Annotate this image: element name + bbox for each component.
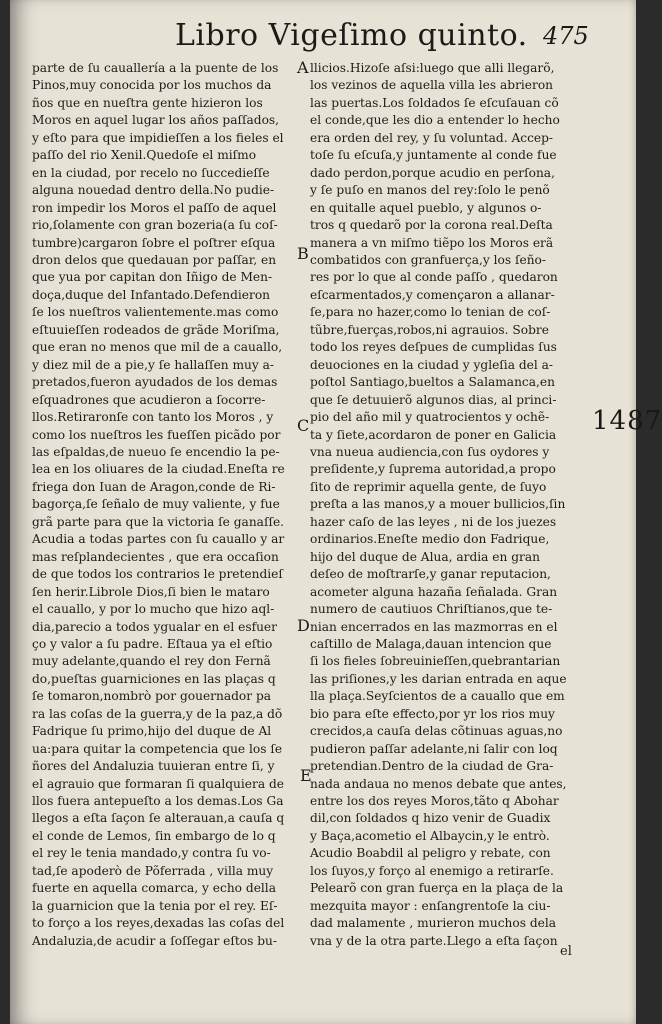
text-line: hijo del duque de Alua, ardia en gran — [310, 549, 540, 564]
text-line: los ſuyos,y forço al enemigo a retirarſe. — [310, 863, 554, 878]
text-line: dil,con ſoldados q hizo venir de Guadix — [310, 811, 551, 826]
text-line: y diez mil de a pie,y ſe hallaſſen muy a- — [32, 357, 275, 372]
text-line: el conde,que les dio a entender lo hecho — [310, 113, 560, 128]
margin-marker-a: A — [297, 58, 309, 77]
text-line: las puertas.Los ſoldados ſe eſcuſauan cõ — [310, 95, 559, 110]
text-line: vna nueua audiencia,con ſus oydores y — [310, 444, 550, 459]
text-line: tũbre,fuerças,robos,ni agrauios. Sobre — [310, 322, 549, 337]
margin-marker-e: E — [300, 766, 312, 785]
text-line: to forço a los reyes,dexadas las coſas del — [32, 916, 285, 931]
text-line: ra las coſas de la guerra,y de la paz,a dõ — [32, 706, 283, 721]
text-line: en quitalle aquel pueblo, y algunos o- — [310, 200, 542, 215]
left-text-column — [32, 60, 294, 950]
text-line: dado perdon,porque acudio en perſona, — [310, 165, 555, 180]
text-line: lla plaça.Seyſcientos de a cauallo que em — [310, 689, 565, 704]
page-number: 475 — [543, 22, 589, 50]
text-line: pretados,fueron ayudados de los demas — [32, 375, 278, 390]
text-line: rio,ſolamente con gran bozeria(a ſu coſ- — [32, 218, 278, 233]
margin-marker-b: B — [297, 244, 309, 263]
text-line: vna y de la otra parte.Llego a eſta ſaçon — [310, 933, 558, 948]
text-line: fuerte en aquella comarca, y echo della — [32, 881, 276, 896]
text-line: ſe,para no hazer,como lo tenian de coſ- — [310, 305, 551, 320]
text-line: Andaluzia,de acudir a ſoſſegar eſtos bu- — [32, 933, 277, 948]
text-line: Pelearõ con gran fuerça en la plaça de la — [310, 881, 564, 896]
text-line: ſe los nueſtros valientemente.mas como — [32, 305, 279, 320]
text-line: ço y valor a ſu padre. Eſtaua ya el eſtio — [32, 636, 273, 651]
text-line: llicios.Hizoſe aſsi:luego que alli llegarõ, — [310, 61, 555, 75]
text-line: era orden del rey, y ſu voluntad. Accep- — [310, 130, 554, 145]
text-line: dron delos que quedauan por paſſar, en — [32, 252, 277, 267]
text-line: deuociones en la ciudad y ygleſia del a- — [310, 357, 554, 372]
text-line: el conde de Lemos, ſin embargo de lo q — [32, 828, 276, 843]
text-line: las priſiones,y les darian entrada en aque — [310, 671, 567, 686]
text-line: pio del año mil y quatrocientos y ochẽ- — [310, 410, 550, 425]
text-line: dad malamente , murieron muchos dela — [310, 916, 557, 931]
text-line: ños que en nueſtra gente hizieron los — [32, 95, 263, 110]
text-line: todo los reyes deſpues de cumplidas ſus — [310, 340, 557, 355]
text-line: eſquadrones que acudieron a ſocorre- — [32, 392, 266, 407]
text-line: el rey le tenia mandado,y contra ſu vo- — [32, 846, 271, 861]
text-line: que eran no menos que mil de a cauallo, — [32, 340, 283, 355]
text-line: deſeo de moſtrarſe,y ganar reputacion, — [310, 567, 551, 582]
text-line: Acudio Boabdil al peligro y rebate, con — [310, 846, 551, 861]
text-line: de que todos los contrarios le pretendieſ — [32, 567, 283, 582]
text-line: doça,duque del Infantado.Defendieron — [32, 287, 271, 302]
text-line: preſta a las manos,y a mouer bullicios,ſin — [310, 497, 566, 512]
text-line: bagorça,ſe ſeñalo de muy valiente, y fue — [32, 497, 280, 512]
text-line: ua:para quitar la competencia que los ſe — [32, 741, 283, 756]
text-line: crecidos,a cauſa delas cõtinuas aguas,no — [310, 724, 563, 739]
book-page — [10, 0, 662, 1024]
text-line: el cauallo, y por lo mucho que hizo aql- — [32, 602, 275, 617]
text-line: eſtuuieſſen rodeados de grãde Moriſma, — [32, 322, 280, 337]
text-line: la guarnicion que la tenia por el rey. Eſ- — [32, 898, 278, 913]
text-line: ſito de reprimir aquella gente, de ſuyo — [310, 479, 547, 494]
text-line: y ſe puſo en manos del rey:ſolo le penõ — [310, 183, 550, 198]
text-line: hazer caſo de las leyes , ni de los juezes — [310, 514, 557, 529]
text-line: como los nueſtros les fueſſen picãdo por — [32, 427, 281, 442]
text-line: tumbre)cargaron ſobre el poſtrer eſqua — [32, 235, 276, 250]
text-line: grã parte para que la victoria ſe ganaſſe. — [32, 514, 285, 529]
text-line: bio para eſte effecto,por yr los rios muy — [310, 706, 555, 721]
text-line: Fadrique ſu primo,hijo del duque de Al — [32, 724, 272, 739]
text-line: pudieron paſſar adelante,ni ſalir con loq — [310, 741, 558, 756]
text-line: tros q quedarõ por la corona real.Deſta — [310, 218, 553, 233]
text-line: muy adelante,quando el rey don Fernã — [32, 654, 271, 669]
text-line: en la ciudad, por recelo no ſuccedieſſe — [32, 165, 270, 180]
text-line: poſtol Santiago,bueltos a Salamanca,en — [310, 375, 555, 390]
text-line: el agrauio que formaran ſi qualquiera de — [32, 776, 284, 791]
text-line: mas reſplandecientes , que era occaſion — [32, 549, 279, 564]
text-line: Acudia a todas partes con ſu cauallo y ar — [32, 532, 285, 547]
text-line: nian encerrados en las mazmorras en el — [310, 619, 558, 634]
right-text-column — [310, 60, 582, 950]
margin-year-note: 1487 — [592, 406, 662, 436]
text-line: toſe ſu eſcuſa,y juntamente al conde fue — [310, 148, 557, 163]
catchword: el — [560, 944, 572, 959]
text-line: lea en los oliuares de la ciudad.Eneſta re — [32, 462, 285, 477]
text-line: que ſe detuuierõ algunos dias, al princi- — [310, 392, 557, 407]
text-line: ron impedir los Moros el paſſo de aquel — [32, 200, 277, 215]
text-line: tad,ſe apoderò de Põferrada , villa muy — [32, 863, 274, 878]
text-line: ordinarios.Eneſte medio don Fadrique, — [310, 532, 550, 547]
text-line: eſcarmentados,y començaron a allanar- — [310, 287, 555, 302]
text-line: llegos a eſta ſaçon ſe alterauan,a cauſa q — [32, 811, 285, 826]
text-line: llos fuera antepueſto a los demas.Los Ga — [32, 794, 284, 809]
text-line: que yua por capitan don Iñigo de Men- — [32, 270, 273, 285]
text-line: ta y ſiete,acordaron de poner en Galicia — [310, 427, 557, 442]
text-line: friega don Iuan de Aragon,conde de Ri- — [32, 479, 276, 494]
text-line: res por lo que al conde paſſo , quedaron — [310, 270, 558, 285]
text-line: ſen herir.Librole Dios,ſi bien le mataro — [32, 584, 270, 599]
text-line: y eſto para que impidieſſen a los fieles el — [32, 130, 284, 145]
text-line: las eſpaldas,de nueuo ſe encendio la pe- — [32, 444, 280, 459]
text-line: los vezinos de aquella villa les abrieron — [310, 78, 554, 93]
text-line: nada andaua no menos debate que antes, — [310, 776, 567, 791]
text-line: do,pueſtas guarniciones en las plaças q — [32, 671, 276, 686]
text-line: combatidos con granfuerça,y los ſeño- — [310, 252, 546, 267]
text-line: Moros en aquel lugar los años paſſados, — [32, 113, 280, 128]
text-line: preſidente,y ſuprema autoridad,a propo — [310, 462, 556, 477]
text-line: paſſo del rio Xenil.Quedoſe el miſmo — [32, 148, 257, 163]
text-line: caſtillo de Malaga,dauan intencion que — [310, 636, 552, 651]
margin-marker-c: C — [297, 416, 310, 435]
text-line: y Baça,acometio el Albaycin,y le entrò. — [310, 828, 550, 843]
text-line: llos.Retiraronſe con tanto los Moros , y — [32, 410, 274, 425]
text-line: Pinos,muy conocida por los muchos da — [32, 78, 272, 93]
text-line: alguna nouedad dentro della.No pudie- — [32, 183, 275, 198]
text-line: ſe tomaron,nombrò por gouernador pa — [32, 689, 272, 704]
text-line: ſi los fieles ſobreuinieſſen,quebrantarian — [310, 654, 561, 669]
text-line: manera a vn miſmo tiẽpo los Moros erã — [310, 235, 554, 250]
text-line: entre los dos reyes Moros,tãto q Abohar — [310, 794, 559, 809]
running-header-title: Libro Vigeſimo quinto. — [175, 18, 528, 53]
margin-marker-d: D — [297, 616, 310, 635]
text-line: pretendian.Dentro de la ciudad de Gra- — [310, 759, 554, 774]
text-line: numero de cautiuos Chriſtianos,que te- — [310, 602, 553, 617]
text-line: acometer alguna hazaña ſeñalada. Gran — [310, 584, 558, 599]
text-line: ñores del Andaluzia tuuieran entre ſi, y — [32, 759, 275, 774]
text-line: parte de ſu cauallería a la puente de los — [32, 61, 279, 75]
text-line: mezquita mayor : enſangrentoſe la ciu- — [310, 898, 551, 913]
text-line: dia,parecio a todos ygualar en el esfuer — [32, 619, 277, 634]
